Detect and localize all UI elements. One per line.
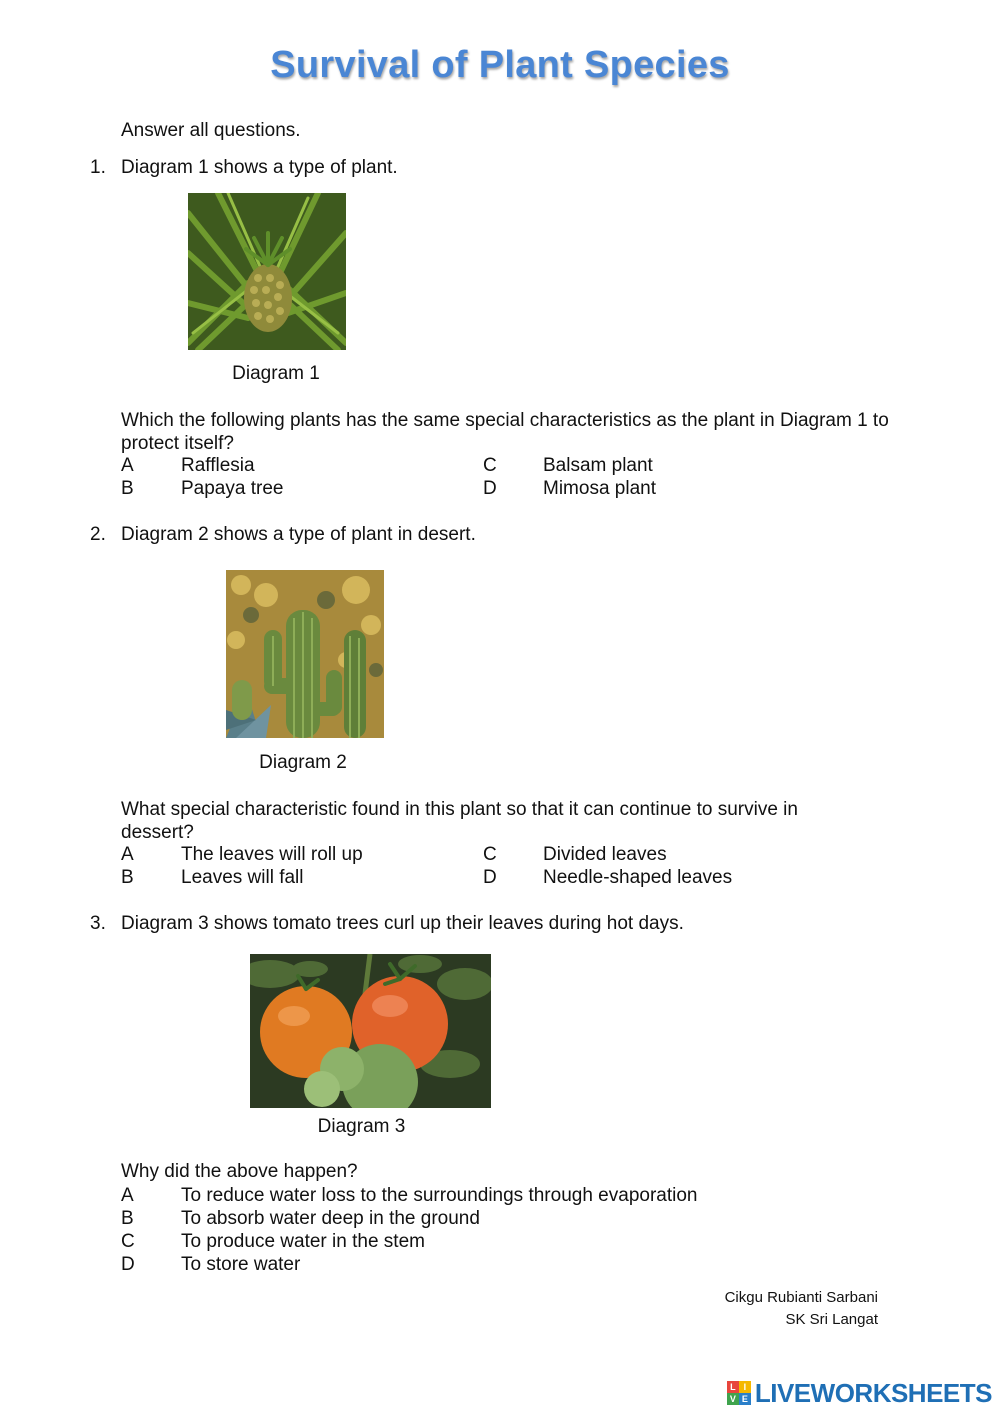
option-text[interactable]: Mimosa plant [543,478,656,499]
diagram-3-caption: Diagram 3 [317,1116,406,1137]
option-text[interactable]: Leaves will fall [181,867,304,888]
pineapple-image [188,193,346,350]
option-letter: A [121,455,134,476]
option-letter: C [121,1231,135,1252]
option-letter: D [121,1254,135,1275]
option-text[interactable]: To absorb water deep in the ground [181,1208,480,1229]
tomato-image [250,954,491,1108]
option-letter: D [483,867,497,888]
logo-letter: L [727,1381,739,1393]
question-1-number: 1. [90,157,106,178]
author-block [725,1287,878,1331]
option-letter: B [121,478,134,499]
author-name: Cikgu Rubianti Sarbani [724,1289,878,1306]
cactus-image [226,570,384,738]
question-2-prompt: Diagram 2 shows a type of plant in desert. [121,524,476,545]
page-title: Survival of Plant Species [270,44,730,86]
logo-text: LIVEWORKSHEETS [754,1377,992,1408]
question-3-prompt: Diagram 3 shows tomato trees curl up their leaves during hot days. [121,913,684,934]
logo-letter: I [739,1381,751,1393]
option-letter: B [121,867,134,888]
diagram-2-caption: Diagram 2 [259,752,347,773]
instruction: Answer all questions. [121,120,301,141]
author-school: SK Sri Langat [785,1311,878,1328]
question-3-number: 3. [90,913,106,934]
option-text[interactable]: To store water [181,1254,301,1275]
logo-mark-icon [727,1381,751,1405]
question-1-text: Which the following plants has the same special characteristics as the plant in Diagram 1 to protect itself? [121,410,889,454]
option-text[interactable]: Divided leaves [543,844,667,865]
option-text[interactable]: The leaves will roll up [181,844,363,865]
option-letter: A [121,1185,134,1206]
option-text[interactable]: Needle-shaped leaves [543,867,733,888]
option-letter: A [121,844,134,865]
option-text[interactable]: To produce water in the stem [181,1231,425,1252]
logo-letter: E [739,1393,751,1405]
option-text[interactable]: Papaya tree [181,478,284,499]
question-2-text: What special characteristic found in this plant so that it can continue to survive in dessert? [121,799,798,843]
question-1-prompt: Diagram 1 shows a type of plant. [121,157,398,178]
option-letter: C [483,844,497,865]
liveworksheets-logo[interactable] [727,1378,992,1408]
option-letter: D [483,478,497,499]
option-letter: B [121,1208,134,1229]
question-2-number: 2. [90,524,106,545]
question-3-text: Why did the above happen? [121,1161,358,1182]
option-text[interactable]: To reduce water loss to the surroundings through evaporation [181,1185,698,1206]
option-text[interactable]: Balsam plant [543,455,653,476]
option-text[interactable]: Rafflesia [181,455,255,476]
diagram-1-caption: Diagram 1 [232,363,320,384]
logo-letter: V [727,1393,739,1405]
option-letter: C [483,455,497,476]
